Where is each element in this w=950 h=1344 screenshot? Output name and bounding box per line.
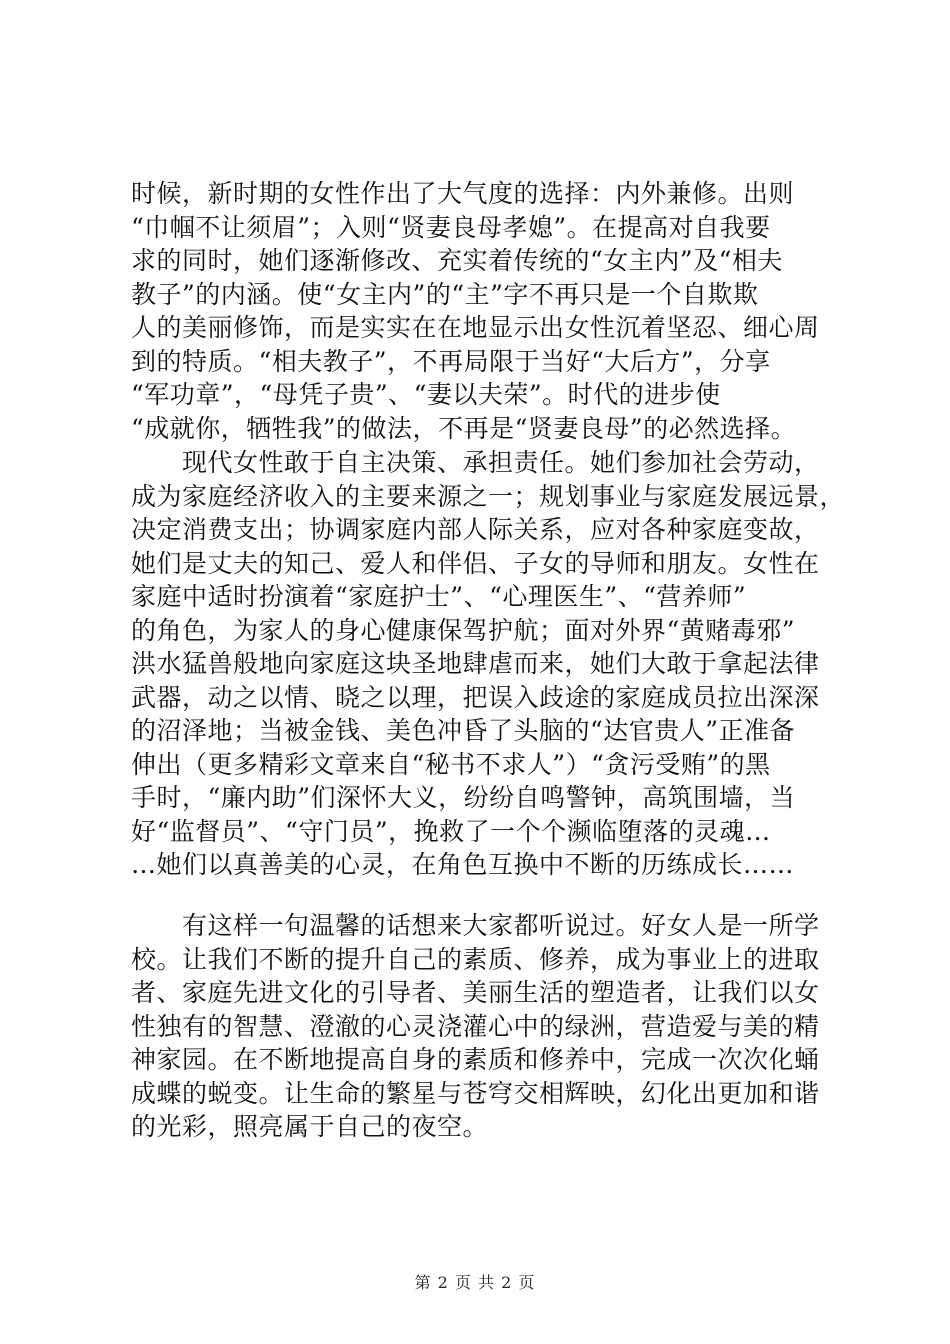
text-line: 的角色，为家人的身心健康保驾护航；面对外界“黄赌毒邪” xyxy=(131,615,796,645)
text-line: 决定消费支出；协调家庭内部人际关系，应对各种家庭变故， xyxy=(131,515,820,544)
text-line: …她们以真善美的心灵，在角色互换中不断的历练成长…… xyxy=(131,850,795,879)
text-line: 求的同时，她们逐渐修改、充实着传统的“女主内”及“相夫 xyxy=(131,246,783,275)
text-line: 到的特质。“相夫教子”，不再局限于当好“大后方”，分享 xyxy=(131,346,771,376)
text-line: 成蝶的蜕变。让生命的繁星与苍穹交相辉映，幻化出更加和谐 xyxy=(131,1078,820,1108)
text-line: “军功章”，“母凭子贵”、“妻以夫荣”。时代的进步使 xyxy=(131,380,721,409)
paragraph-2 xyxy=(131,446,846,882)
paragraph-3 xyxy=(131,909,831,1144)
text-line: 现代女性敢于自主决策、承担责任。她们参加社会劳动， xyxy=(131,448,820,477)
text-line: “成就你，牺牲我”的做法，不再是“贤妻良母”的必然选择。 xyxy=(131,413,797,443)
text-line: 教子”的内涵。使“女主内”的“主”字不再只是一个自欺欺 xyxy=(131,279,759,309)
paragraph-1 xyxy=(131,177,831,445)
text-line: 有这样一句温馨的话想来大家都听说过。好女人是一所学 xyxy=(131,911,820,940)
text-line: 手时，“廉内助”们深怀大义，纷纷自鸣警钟，高筑围墙，当 xyxy=(131,783,796,812)
text-line: 好“监督员”、“守门员”，挽救了一个个濒临堕落的灵魂… xyxy=(131,816,771,846)
page-footer: 第 2 页 共 2 页 xyxy=(414,1273,536,1292)
text-line: 家庭中适时扮演着“家庭护士”、“心理医生”、“营养师” xyxy=(131,582,747,611)
text-line: 的光彩，照亮属于自己的夜空。 xyxy=(131,1112,489,1141)
text-line: 校。让我们不断的提升自己的素质、修养，成为事业上的进取 xyxy=(131,944,820,974)
text-line: “巾帼不让须眉”；入则“贤妻良母孝媳”。在提高对自我要 xyxy=(131,212,771,242)
text-line: 性独有的智慧、澄澈的心灵浇灌心中的绿洲，营造爱与美的精 xyxy=(131,1011,820,1041)
text-line: 者、家庭先进文化的引导者、美丽生活的塑造者，让我们以女 xyxy=(131,978,820,1007)
text-line: 她们是丈夫的知己、爱人和伴侣、子女的导师和朋友。女性在 xyxy=(131,548,820,578)
text-line: 的沼泽地；当被金钱、美色冲昏了头脑的“达官贵人”正准备 xyxy=(131,716,796,745)
text-line: 武器，动之以情、晓之以理，把误入歧途的家庭成员拉出深深 xyxy=(131,682,820,712)
text-line: 成为家庭经济收入的主要来源之一；规划事业与家庭发展远景， xyxy=(131,481,846,511)
text-line: 人的美丽修饰，而是实实在在地显示出女性沉着坚忍、细心周 xyxy=(131,313,820,342)
text-line: 洪水猛兽般地向家庭这块圣地肆虐而来，她们大敢于拿起法律 xyxy=(131,649,820,678)
text-line: 神家园。在不断地提高自身的素质和修养中，完成一次次化蛹 xyxy=(131,1045,820,1074)
text-line: 伸出（更多精彩文章来自“秘书不求人”）“贪污受贿”的黑 xyxy=(131,749,771,779)
text-line: 时候，新时期的女性作出了大气度的选择：内外兼修。出则 xyxy=(131,179,795,208)
